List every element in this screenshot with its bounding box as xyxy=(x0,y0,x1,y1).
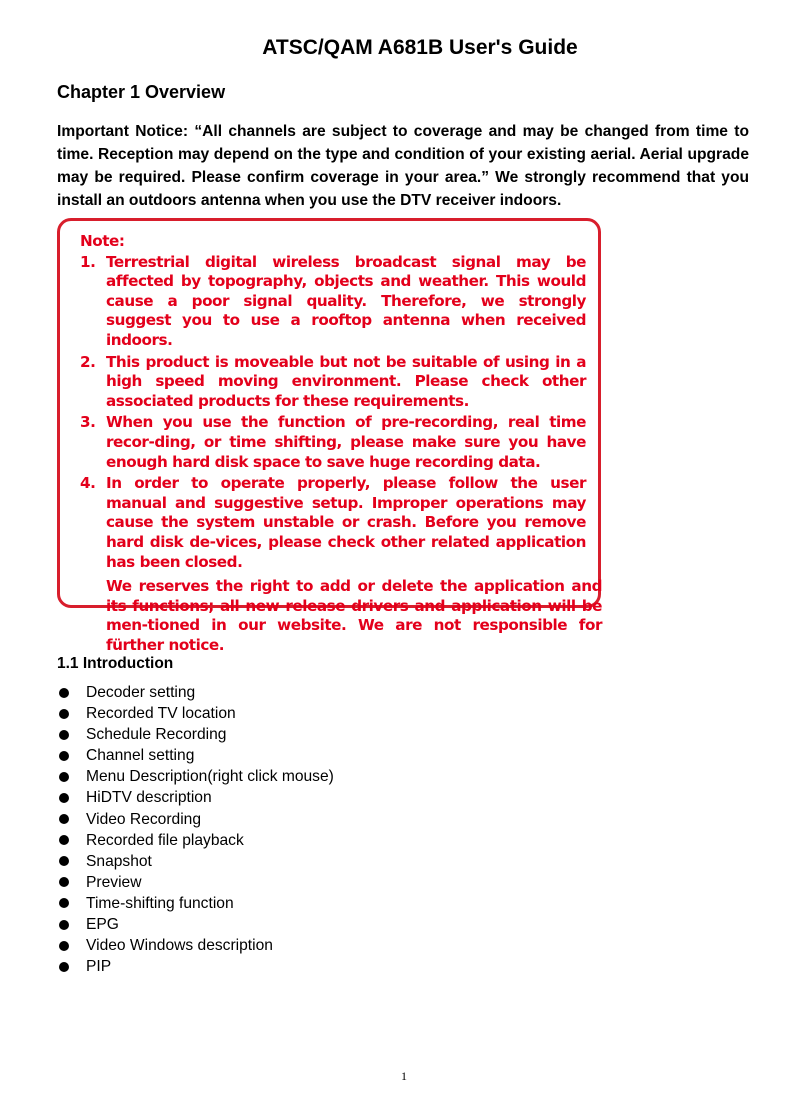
note-item-number: 1. xyxy=(80,252,96,271)
bullet-icon xyxy=(59,751,69,761)
bullet-icon xyxy=(59,688,69,698)
note-item-text: Terrestrial digital wireless broadcast signal may be affected by topography, objects and weather. This would cause a poor signal quality. Therefore, we strongly suggest you to use a rooftop antenna when received indoors. xyxy=(106,252,586,349)
note-content xyxy=(80,232,602,655)
list-item-text: Video Windows description xyxy=(86,937,273,955)
list-item xyxy=(57,724,334,745)
list-item xyxy=(57,893,334,914)
bullet-icon xyxy=(59,793,69,803)
bullet-icon xyxy=(59,856,69,866)
list-item-text: Preview xyxy=(86,873,142,891)
note-item xyxy=(80,253,586,351)
list-item-text: Recorded TV location xyxy=(86,705,236,723)
list-item xyxy=(57,935,334,956)
note-list xyxy=(80,253,586,573)
list-item xyxy=(57,787,334,808)
list-item xyxy=(57,745,334,766)
list-item-text: Schedule Recording xyxy=(86,726,227,744)
bullet-icon xyxy=(59,962,69,972)
section-heading: 1.1 Introduction xyxy=(57,655,174,672)
list-item-text: Snapshot xyxy=(86,852,152,870)
list-item xyxy=(57,914,334,935)
bullet-icon xyxy=(59,920,69,930)
list-item-text: Video Recording xyxy=(86,810,202,828)
feature-list xyxy=(57,682,334,977)
note-item-text: In order to operate properly, please follow the user manual and suggestive setup. Improper operations may cause the system unstable or crash. Before you remove hard disk de-vices, please check other related application has been closed. xyxy=(106,474,586,571)
bullet-icon xyxy=(59,877,69,887)
list-item xyxy=(57,851,334,872)
note-item xyxy=(80,353,586,412)
note-item xyxy=(80,413,586,472)
note-item-text: This product is moveable but not be suitable of using in a high speed moving environment. Please check other associated products for these requirements. xyxy=(106,352,586,410)
list-item-text: EPG xyxy=(86,916,119,934)
list-item xyxy=(57,830,334,851)
list-item xyxy=(57,809,334,830)
list-item xyxy=(57,872,334,893)
bullet-icon xyxy=(59,772,69,782)
list-item-text: Channel setting xyxy=(86,747,195,765)
list-item-text: HiDTV description xyxy=(86,789,212,807)
note-item-number: 4. xyxy=(80,474,96,493)
note-item-number: 2. xyxy=(80,352,96,371)
list-item-text: Time-shifting function xyxy=(86,894,234,912)
list-item xyxy=(57,956,334,977)
page-number: 1 xyxy=(401,1069,407,1083)
note-item xyxy=(80,474,586,572)
note-footer: We reserves the right to add or delete the application and its functions; all new release drivers and application will be men-tioned in our website. We are not responsible for fürther notice. xyxy=(106,577,602,654)
list-item xyxy=(57,682,334,703)
note-item-text: When you use the function of pre-recording, real time recor-ding, or time shifting, please make sure you have enough hard disk space to save huge recording data. xyxy=(106,413,586,471)
list-item-text: Menu Description(right click mouse) xyxy=(86,768,334,786)
note-heading: Note: xyxy=(80,232,125,250)
bullet-icon xyxy=(59,709,69,719)
bullet-icon xyxy=(59,814,69,824)
note-item-number: 3. xyxy=(80,413,96,432)
list-item-text: PIP xyxy=(86,958,112,976)
important-notice: Important Notice: “All channels are subject to coverage and may be changed from time to time. Reception may depend on the type and condition of your existing aerial. Aerial upgrade may be required. Please confirm coverage in your area.” We strongly recommend that you install an outdoors antenna when you use the DTV receiver indoors. xyxy=(57,123,749,209)
document-title: ATSC/QAM A681B User's Guide xyxy=(262,36,578,59)
bullet-icon xyxy=(59,730,69,740)
list-item-text: Decoder setting xyxy=(86,684,196,701)
bullet-icon xyxy=(59,898,69,908)
list-item xyxy=(57,766,334,787)
bullet-icon xyxy=(59,835,69,845)
chapter-heading: Chapter 1 Overview xyxy=(57,82,226,102)
bullet-icon xyxy=(59,941,69,951)
list-item-text: Recorded file playback xyxy=(86,831,244,849)
list-item xyxy=(57,703,334,724)
